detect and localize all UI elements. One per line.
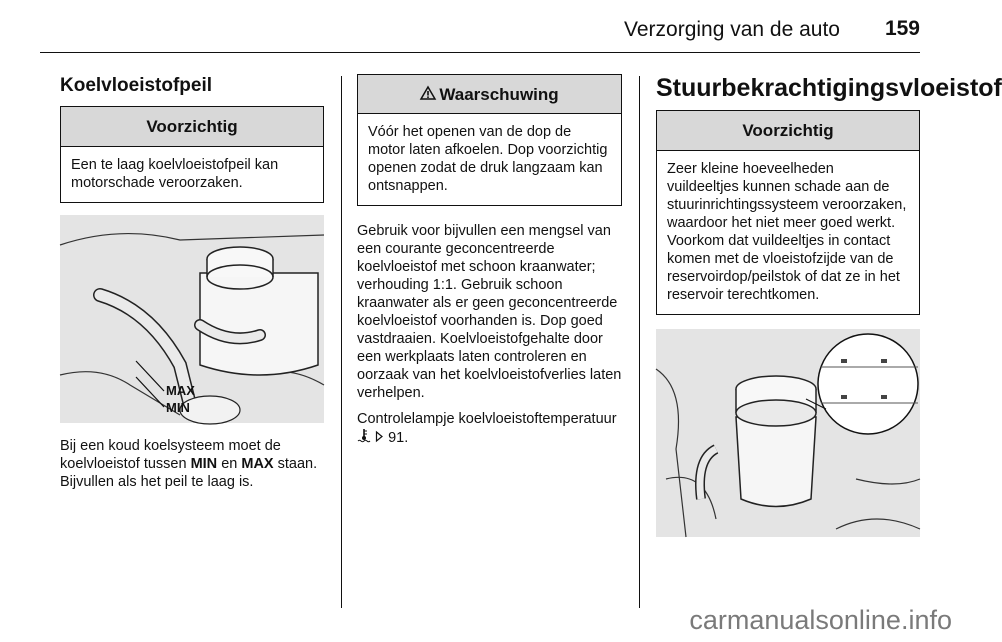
column-3 bbox=[656, 74, 1002, 537]
section-heading: Koelvloeistofpeil bbox=[60, 75, 213, 96]
caution-text: Zeer kleine hoeveelheden vuildeeltjes kunnen schade aan de stuurinrichtingssysteem veroorzaken, waardoor het niet meer goed werkt. Voorkom dat vuildeeltjes in contact komen met de vloeistofzijde van de reservoirdop/peilstok of dat ze in het reservoir terechtkomen. bbox=[667, 161, 907, 303]
caution-box bbox=[656, 110, 920, 315]
warning-title: Waarschuwing bbox=[439, 85, 559, 104]
column-2 bbox=[357, 74, 622, 455]
watermark: carmanualsonline.info bbox=[689, 605, 952, 635]
column-1 bbox=[60, 74, 324, 499]
max-label: MAX bbox=[166, 383, 195, 398]
caution-title: Voorzichtig bbox=[657, 111, 919, 151]
warning-box bbox=[357, 74, 622, 206]
column-divider bbox=[341, 76, 342, 608]
warning-header bbox=[358, 75, 621, 114]
warning-triangle-icon bbox=[420, 85, 436, 105]
header-rule bbox=[40, 52, 920, 53]
section-heading: Stuurbekrachtigingsvloeistof bbox=[656, 74, 1002, 102]
header-title: Verzorging van de auto bbox=[624, 18, 840, 41]
warning-text: Vóór het openen van de dop de motor laten afkoelen. Dop voorzichtig openen zodat de druk langzaam kan ontsnappen. bbox=[368, 124, 608, 194]
coolant-reservoir-illustration bbox=[60, 215, 324, 423]
refill-paragraph: Gebruik voor bijvullen een mengsel van een courante geconcentreerde koelvloeistof met schoon kraanwater; verhouding 1:1. Gebruik schoon kraanwater als er geen geconcentreerde koelvloeistof voorhanden is. Dop goed vastdraaien. Koelvloeistofgehalte door een werkplaats laten controleren en oorzaak van het koelvloeistofverlies laten verhelpen. bbox=[357, 223, 622, 401]
caution-title: Voorzichtig bbox=[61, 107, 323, 147]
indicator-paragraph: Controlelampje koelvloeistoftemperatuur 91. bbox=[357, 411, 617, 446]
caution-text: Een te laag koelvloeistofpeil kan motorschade veroorzaken. bbox=[71, 157, 279, 191]
power-steering-reservoir-illustration bbox=[656, 329, 920, 537]
column-divider bbox=[639, 76, 640, 608]
page-reference[interactable]: 91. bbox=[388, 430, 409, 446]
coolant-level-paragraph: Bij een koud koelsysteem moet de koelvloeistof tussen MIN en MAX staan. Bijvullen als het peil te laag is. bbox=[60, 438, 318, 490]
page-number: 159 bbox=[884, 17, 920, 40]
caution-box bbox=[60, 106, 324, 203]
coolant-temperature-icon bbox=[357, 430, 371, 446]
min-label: MIN bbox=[166, 400, 190, 415]
reference-arrow-icon bbox=[375, 430, 384, 446]
